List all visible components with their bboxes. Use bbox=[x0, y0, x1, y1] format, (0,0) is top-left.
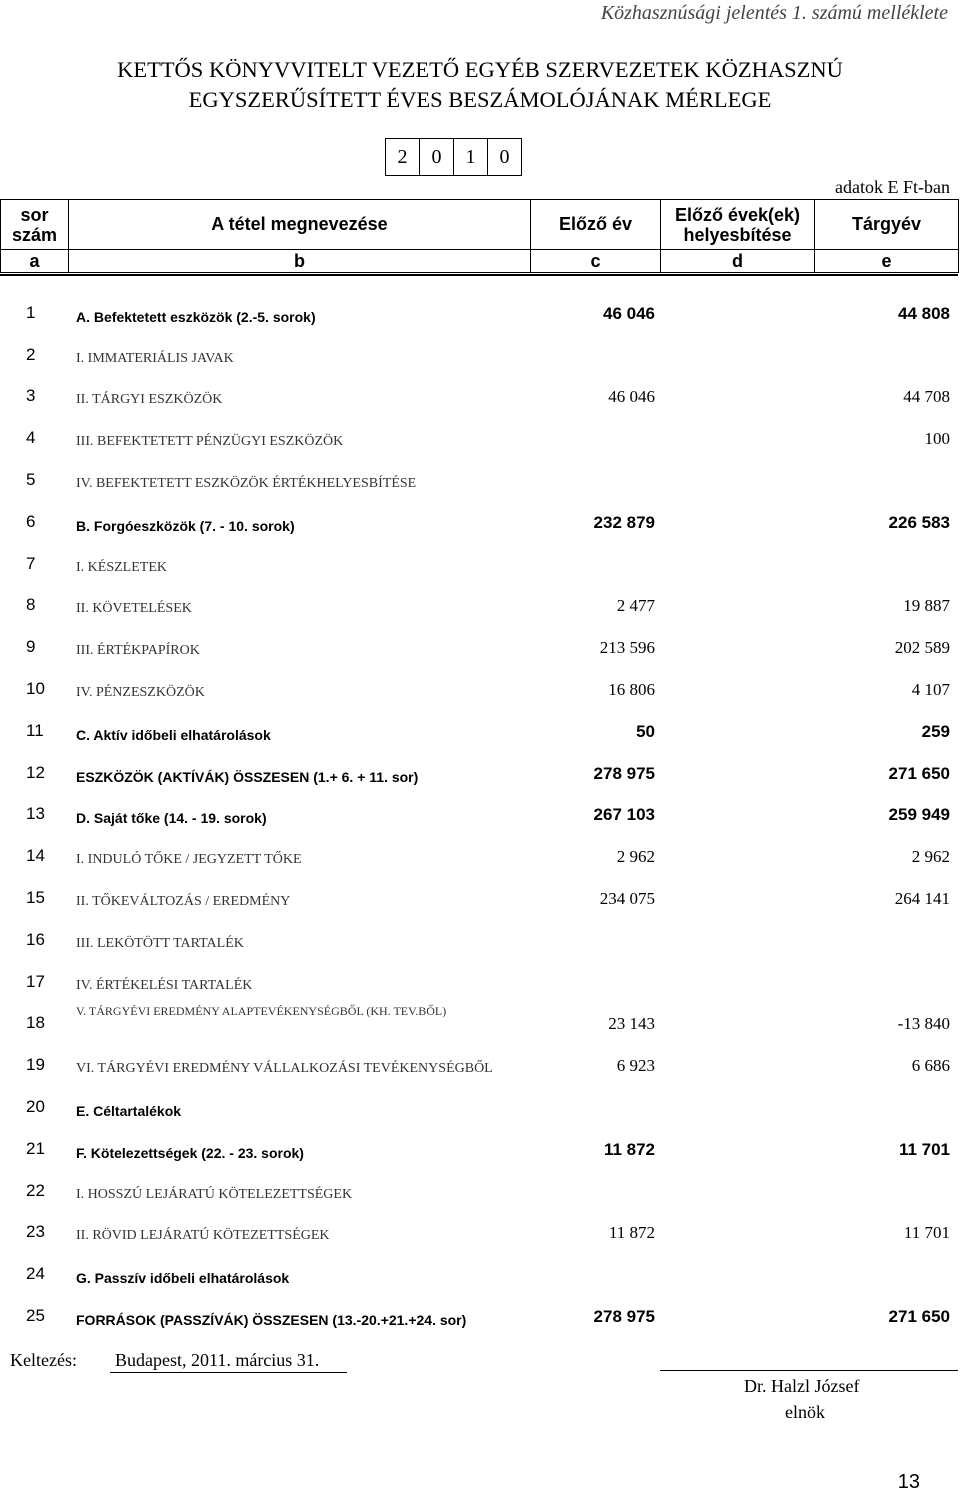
table-row bbox=[0, 1290, 960, 1332]
header-divider bbox=[0, 274, 958, 276]
row-number: 24 bbox=[26, 1264, 45, 1284]
row-prev-year-value: 6 923 bbox=[616, 1056, 655, 1076]
page-title-line1: KETTŐS KÖNYVVITELT VEZETŐ EGYÉB SZERVEZETEK KÖZHASZNÚ bbox=[117, 57, 843, 82]
row-label: F. Kötelezettségek (22. - 23. sorok) bbox=[76, 1144, 304, 1161]
row-number: 1 bbox=[26, 302, 36, 322]
table-row bbox=[0, 1081, 960, 1123]
header-col-b: b bbox=[69, 250, 531, 273]
row-number: 13 bbox=[26, 804, 45, 824]
row-label: II. KÖVETELÉSEK bbox=[76, 601, 192, 617]
row-current-year-value: 44 708 bbox=[903, 387, 950, 407]
date-underline bbox=[110, 1372, 347, 1373]
year-digit: 2 bbox=[386, 139, 420, 175]
row-current-year-value: 100 bbox=[924, 429, 950, 449]
table-row bbox=[0, 789, 960, 831]
row-number: 12 bbox=[26, 762, 45, 782]
row-prev-year-value: 234 075 bbox=[599, 888, 655, 908]
table-header bbox=[0, 199, 959, 273]
signer-name: Dr. Halzl József bbox=[744, 1376, 860, 1396]
row-label: FORRÁSOK (PASSZÍVÁK) ÖSSZESEN (13.-20.+21.+24. sor) bbox=[76, 1311, 467, 1328]
row-number: 8 bbox=[26, 595, 36, 615]
table-row bbox=[0, 705, 960, 747]
year-digit: 1 bbox=[454, 139, 488, 175]
table-row bbox=[0, 371, 960, 413]
row-label: E. Céltartalékok bbox=[76, 1102, 182, 1119]
row-label: I. INDULÓ TŐKE / JEGYZETT TŐKE bbox=[76, 852, 302, 868]
row-number: 10 bbox=[26, 678, 45, 698]
page-number: 13 bbox=[897, 1471, 920, 1493]
table-row bbox=[0, 496, 960, 538]
row-label: C. Aktív időbeli elhatárolások bbox=[76, 726, 271, 743]
row-number: 6 bbox=[26, 511, 36, 531]
row-current-year-value: 6 686 bbox=[911, 1056, 950, 1076]
table-row bbox=[0, 621, 960, 663]
row-prev-year-value: 2 477 bbox=[616, 596, 655, 616]
row-label: I. IMMATERIÁLIS JAVAK bbox=[76, 350, 234, 366]
row-number: 5 bbox=[26, 469, 36, 489]
row-label: I. KÉSZLETEK bbox=[76, 559, 167, 575]
table-row bbox=[0, 830, 960, 872]
row-number: 18 bbox=[26, 1013, 45, 1033]
row-number: 20 bbox=[26, 1096, 45, 1116]
row-label: II. TŐKEVÁLTOZÁS / EREDMÉNY bbox=[76, 893, 291, 909]
table-row bbox=[0, 914, 960, 956]
table-row bbox=[0, 1165, 960, 1207]
page-title-line2: EGYSZERŰSÍTETT ÉVES BESZÁMOLÓJÁNAK MÉRLEGE bbox=[188, 87, 772, 112]
table-row bbox=[0, 538, 960, 580]
year-box bbox=[385, 138, 522, 176]
row-prev-year-value: 213 596 bbox=[599, 638, 655, 658]
signature-line bbox=[660, 1370, 958, 1371]
table-row bbox=[0, 956, 960, 998]
header-col-d: d bbox=[661, 250, 815, 273]
row-number: 11 bbox=[26, 720, 44, 740]
row-number: 7 bbox=[26, 553, 36, 573]
row-number: 15 bbox=[26, 887, 45, 907]
table-row bbox=[0, 998, 960, 1040]
row-current-year-value: 202 589 bbox=[894, 638, 950, 658]
table-row bbox=[0, 580, 960, 622]
row-number: 3 bbox=[26, 386, 36, 406]
table-row bbox=[0, 747, 960, 789]
row-label: III. LEKÖTÖTT TARTALÉK bbox=[76, 935, 244, 951]
year-digit: 0 bbox=[420, 139, 454, 175]
row-prev-year-value: 16 806 bbox=[608, 679, 655, 699]
row-label: IV. ÉRTÉKELÉSI TARTALÉK bbox=[76, 977, 253, 993]
row-label: I. HOSSZÚ LEJÁRATÚ KÖTELEZETTSÉGEK bbox=[76, 1186, 353, 1202]
table-row bbox=[0, 412, 960, 454]
signer-role: elnök bbox=[785, 1402, 825, 1422]
row-number: 14 bbox=[26, 846, 45, 866]
row-label: II. RÖVID LEJÁRATÚ KÖTEZETTSÉGEK bbox=[76, 1228, 330, 1244]
row-current-year-value: 11 701 bbox=[898, 1139, 950, 1159]
header-sor-szam: sor szám bbox=[1, 200, 69, 250]
row-label: D. Saját tőke (14. - 19. sorok) bbox=[76, 810, 267, 827]
table-row bbox=[0, 454, 960, 496]
row-current-year-value: -13 840 bbox=[897, 1014, 950, 1034]
table-row bbox=[0, 1248, 960, 1290]
row-current-year-value: 259 949 bbox=[888, 805, 950, 825]
table-row bbox=[0, 872, 960, 914]
row-label: VI. TÁRGYÉVI EREDMÉNY VÁLLALKOZÁSI TEVÉKENYSÉGBŐL bbox=[76, 1061, 493, 1077]
date-label: Keltezés: bbox=[10, 1350, 77, 1370]
row-label: IV. PÉNZESZKÖZÖK bbox=[76, 684, 205, 700]
row-label: III. ÉRTÉKPAPÍROK bbox=[76, 643, 200, 659]
table-row bbox=[0, 1039, 960, 1081]
row-label: B. Forgóeszközök (7. - 10. sorok) bbox=[76, 517, 295, 534]
header-prev-adjust: Előző évek(ek) helyesbítése bbox=[661, 200, 815, 250]
row-current-year-value: 271 650 bbox=[888, 1306, 950, 1326]
row-prev-year-value: 232 879 bbox=[593, 512, 655, 532]
unit-note: adatok E Ft-ban bbox=[835, 177, 950, 197]
row-current-year-value: 44 808 bbox=[898, 303, 950, 323]
row-prev-year-value: 278 975 bbox=[593, 763, 655, 783]
row-prev-year-value: 11 872 bbox=[608, 1223, 655, 1243]
row-prev-year-value: 278 975 bbox=[593, 1306, 655, 1326]
table-row bbox=[0, 663, 960, 705]
row-number: 19 bbox=[26, 1055, 45, 1075]
row-prev-year-value: 50 bbox=[636, 721, 655, 741]
row-prev-year-value: 11 872 bbox=[603, 1139, 655, 1159]
row-prev-year-value: 2 962 bbox=[616, 847, 655, 867]
row-current-year-value: 271 650 bbox=[888, 763, 950, 783]
row-label: II. TÁRGYI ESZKÖZÖK bbox=[76, 392, 223, 408]
balance-rows bbox=[0, 287, 960, 1332]
row-prev-year-value: 46 046 bbox=[603, 303, 655, 323]
row-prev-year-value: 46 046 bbox=[608, 387, 655, 407]
row-current-year-value: 226 583 bbox=[888, 512, 950, 532]
row-current-year-value: 11 701 bbox=[903, 1223, 950, 1243]
row-number: 25 bbox=[26, 1305, 45, 1325]
header-current-year: Tárgyév bbox=[815, 200, 959, 250]
row-number: 17 bbox=[26, 971, 45, 991]
row-current-year-value: 19 887 bbox=[903, 596, 950, 616]
row-prev-year-value: 23 143 bbox=[608, 1014, 655, 1034]
row-current-year-value: 4 107 bbox=[911, 679, 950, 699]
table-row bbox=[0, 329, 960, 371]
row-label: A. Befektetett eszközök (2.-5. sorok) bbox=[76, 308, 316, 325]
table-row bbox=[0, 287, 960, 329]
year-digit: 0 bbox=[499, 146, 510, 168]
row-number: 21 bbox=[26, 1138, 45, 1158]
row-number: 23 bbox=[26, 1222, 45, 1242]
row-label: G. Passzív időbeli elhatárolások bbox=[76, 1270, 290, 1287]
header-prev-year: Előző év bbox=[531, 200, 661, 250]
row-number: 9 bbox=[26, 637, 36, 657]
row-number: 4 bbox=[26, 428, 36, 448]
row-label: ESZKÖZÖK (AKTÍVÁK) ÖSSZESEN (1.+ 6. + 11. sor) bbox=[76, 768, 419, 785]
row-label: V. TÁRGYÉVI EREDMÉNY ALAPTEVÉKENYSÉGBŐL (KH. TEV.BŐL) bbox=[76, 1004, 447, 1019]
table-row bbox=[0, 1123, 960, 1165]
row-label: III. BEFEKTETETT PÉNZÜGYI ESZKÖZÖK bbox=[76, 434, 344, 450]
document-header-note: Közhasznúsági jelentés 1. számú melléklete bbox=[600, 2, 948, 24]
table-row bbox=[0, 1207, 960, 1249]
row-label: IV. BEFEKTETETT ESZKÖZÖK ÉRTÉKHELYESBÍTÉSE bbox=[76, 475, 417, 491]
row-prev-year-value: 267 103 bbox=[593, 805, 655, 825]
row-number: 16 bbox=[26, 929, 45, 949]
header-col-e: e bbox=[815, 250, 959, 273]
header-col-c: c bbox=[531, 250, 661, 273]
row-number: 22 bbox=[26, 1180, 45, 1200]
header-col-a: a bbox=[1, 250, 69, 273]
date-value: Budapest, 2011. március 31. bbox=[115, 1350, 320, 1370]
row-number: 2 bbox=[26, 344, 36, 364]
row-current-year-value: 259 bbox=[921, 721, 950, 741]
row-current-year-value: 264 141 bbox=[894, 888, 950, 908]
row-current-year-value: 2 962 bbox=[911, 847, 950, 867]
header-name: A tétel megnevezése bbox=[69, 200, 531, 250]
